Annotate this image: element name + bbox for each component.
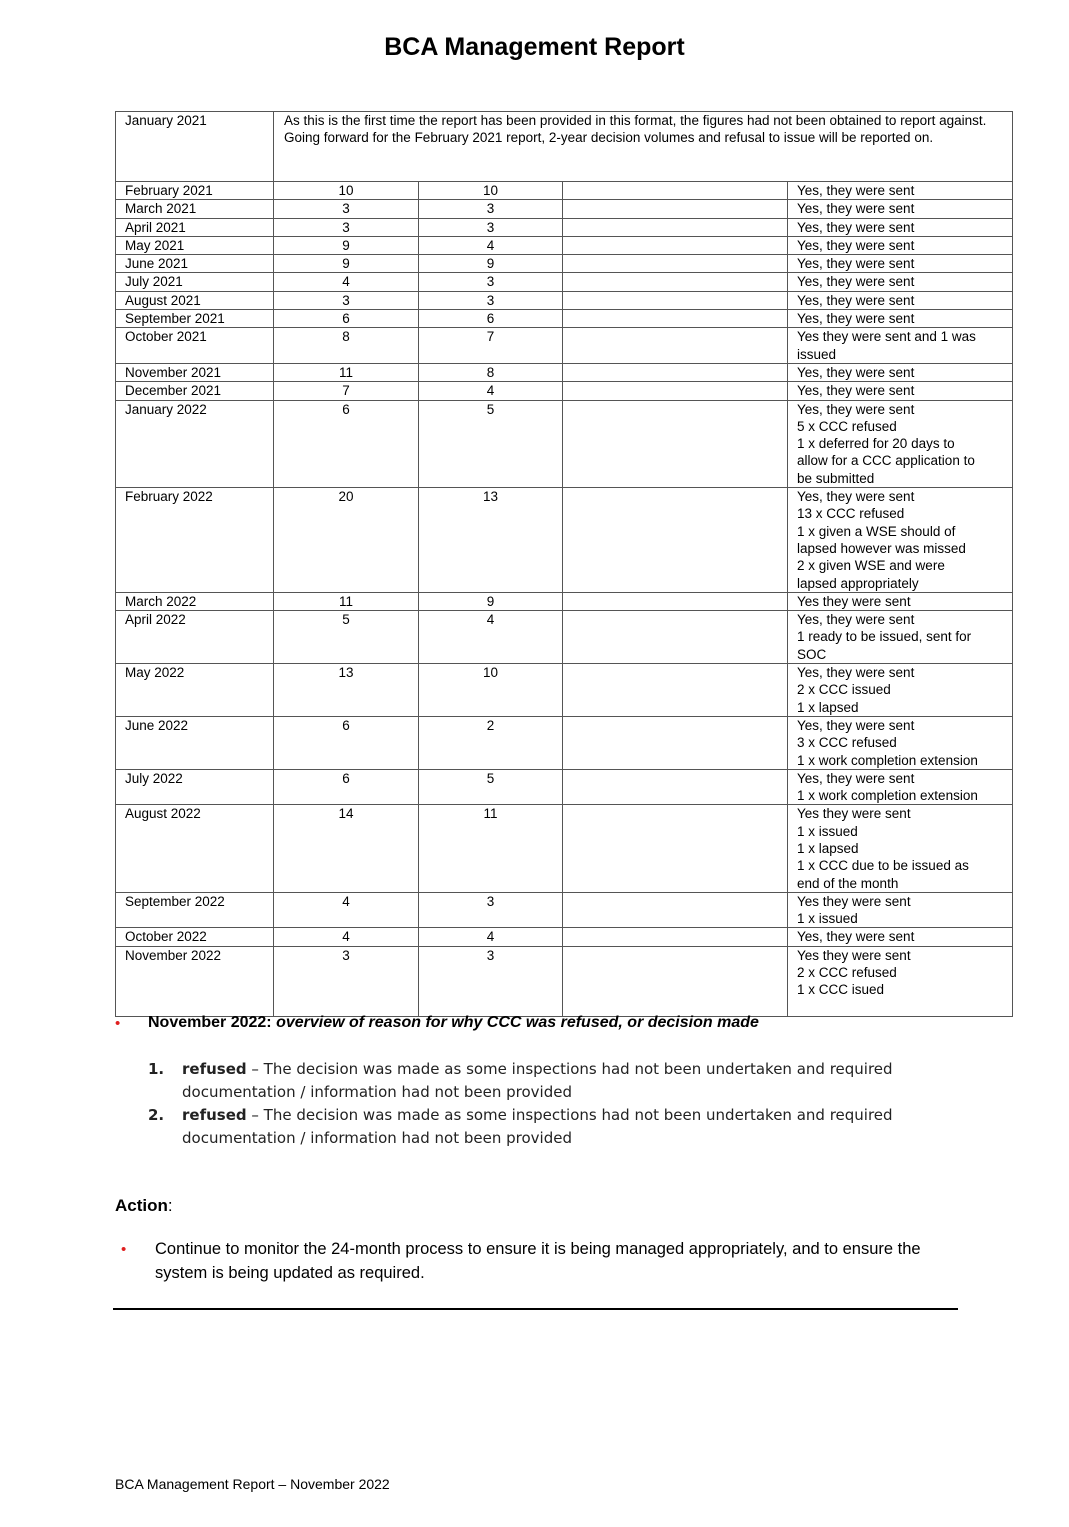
note-line: 1 x given a WSE should of xyxy=(797,523,956,539)
table-row xyxy=(116,236,1013,254)
count-cell: 8 xyxy=(274,328,419,364)
note-line: 1 x CCC isued xyxy=(797,982,885,998)
empty-cell xyxy=(563,218,788,236)
note-line: Yes they were sent xyxy=(797,806,911,822)
table-row xyxy=(116,328,1013,364)
note-line: 1 x deferred for 20 days to xyxy=(797,436,955,452)
table-row xyxy=(116,611,1013,664)
notes-cell xyxy=(788,805,1013,892)
month-cell: July 2021 xyxy=(116,273,274,291)
note-line: Yes, they were sent xyxy=(797,311,915,327)
note-line: be submitted xyxy=(797,470,875,486)
notes-cell xyxy=(788,892,1013,928)
notes-cell xyxy=(788,291,1013,309)
month-cell: July 2022 xyxy=(116,769,274,805)
note-line: Yes, they were sent xyxy=(797,292,915,308)
month-cell: May 2022 xyxy=(116,664,274,717)
count-cell: 11 xyxy=(274,363,419,381)
table-row xyxy=(116,200,1013,218)
notes-cell xyxy=(788,400,1013,487)
table-row xyxy=(116,716,1013,769)
count-cell: 4 xyxy=(419,382,563,400)
note-line: 2 x given WSE and were xyxy=(797,558,945,574)
count-cell: 4 xyxy=(274,928,419,946)
count-cell: 6 xyxy=(274,769,419,805)
month-cell: August 2021 xyxy=(116,291,274,309)
intro-text: As this is the first time the report has been provided in this format, the figures had not been obtained to report against. Going forward for the February 2021 report, 2-year decision volumes and refusal to issue will be reported on. xyxy=(274,112,1013,182)
count-cell: 5 xyxy=(419,400,563,487)
table-row xyxy=(116,382,1013,400)
month-cell: June 2021 xyxy=(116,255,274,273)
note-line: Yes, they were sent xyxy=(797,364,915,380)
list-item xyxy=(148,1058,908,1104)
month-cell: September 2021 xyxy=(116,310,274,328)
action-heading: Action xyxy=(115,1196,168,1215)
empty-cell xyxy=(563,805,788,892)
note-line: 5 x CCC refused xyxy=(797,418,897,434)
note-line: 1 x issued xyxy=(797,911,858,927)
reason-number: 2. xyxy=(148,1106,165,1124)
action-text: Continue to monitor the 24-month process to ensure it is being managed appropriately, and to ensure the system is being updated as required. xyxy=(155,1240,921,1282)
report-table-body xyxy=(116,112,1013,1017)
empty-cell xyxy=(563,488,788,593)
reason-text: – The decision was made as some inspections had not been undertaken and required documentation / information had not been provided xyxy=(182,1106,893,1147)
bullet-icon: • xyxy=(121,1241,127,1258)
table-row xyxy=(116,291,1013,309)
table-row xyxy=(116,892,1013,928)
month-cell: March 2022 xyxy=(116,592,274,610)
empty-cell xyxy=(563,664,788,717)
notes-cell xyxy=(788,592,1013,610)
overview-subheading: overview of reason for why CCC was refused, or decision made xyxy=(276,1014,759,1031)
note-line: Yes, they were sent xyxy=(797,717,915,733)
count-cell: 3 xyxy=(419,273,563,291)
note-line: issued xyxy=(797,346,837,362)
note-line: Yes, they were sent xyxy=(797,489,915,505)
empty-cell xyxy=(563,400,788,487)
note-line: Yes, they were sent xyxy=(797,256,915,272)
action-heading-block xyxy=(115,1196,173,1216)
count-cell: 3 xyxy=(274,200,419,218)
month-cell: June 2022 xyxy=(116,716,274,769)
table-row xyxy=(116,928,1013,946)
count-cell: 4 xyxy=(419,928,563,946)
note-line: Yes they were sent xyxy=(797,893,911,909)
intro-row xyxy=(116,112,1013,182)
empty-cell xyxy=(563,611,788,664)
count-cell: 7 xyxy=(274,382,419,400)
reason-label: refused xyxy=(182,1060,247,1078)
count-cell: 3 xyxy=(419,892,563,928)
month-cell: October 2022 xyxy=(116,928,274,946)
month-cell: November 2022 xyxy=(116,946,274,1016)
month-cell: September 2022 xyxy=(116,892,274,928)
note-line: Yes they were sent xyxy=(797,593,911,609)
count-cell: 9 xyxy=(419,255,563,273)
notes-cell xyxy=(788,236,1013,254)
empty-cell xyxy=(563,363,788,381)
note-line: 3 x CCC refused xyxy=(797,735,897,751)
count-cell: 3 xyxy=(274,291,419,309)
notes-cell xyxy=(788,928,1013,946)
notes-cell xyxy=(788,769,1013,805)
month-cell: February 2021 xyxy=(116,182,274,200)
note-line: 1 x work completion extension xyxy=(797,752,978,768)
note-line: Yes, they were sent xyxy=(797,383,915,399)
page-title: BCA Management Report xyxy=(384,33,685,61)
count-cell: 10 xyxy=(419,664,563,717)
notes-cell xyxy=(788,611,1013,664)
count-cell: 14 xyxy=(274,805,419,892)
month-cell: October 2021 xyxy=(116,328,274,364)
notes-cell xyxy=(788,946,1013,1016)
notes-cell xyxy=(788,664,1013,717)
note-line: Yes they were sent xyxy=(797,947,911,963)
note-line: Yes, they were sent xyxy=(797,770,915,786)
intro-month: January 2021 xyxy=(116,112,274,182)
month-cell: November 2021 xyxy=(116,363,274,381)
empty-cell xyxy=(563,291,788,309)
count-cell: 9 xyxy=(419,592,563,610)
note-line: 1 ready to be issued, sent for xyxy=(797,629,972,645)
count-cell: 9 xyxy=(274,236,419,254)
count-cell: 13 xyxy=(274,664,419,717)
count-cell: 3 xyxy=(274,218,419,236)
table-row xyxy=(116,400,1013,487)
note-line: 1 x work completion extension xyxy=(797,788,978,804)
count-cell: 4 xyxy=(274,892,419,928)
note-line: 1 x issued xyxy=(797,823,858,839)
empty-cell xyxy=(563,310,788,328)
month-cell: April 2022 xyxy=(116,611,274,664)
note-line: Yes, they were sent xyxy=(797,201,915,217)
note-line: lapsed appropriately xyxy=(797,575,919,591)
count-cell: 5 xyxy=(274,611,419,664)
notes-cell xyxy=(788,488,1013,593)
count-cell: 5 xyxy=(419,769,563,805)
notes-cell xyxy=(788,328,1013,364)
count-cell: 6 xyxy=(419,310,563,328)
table-row xyxy=(116,363,1013,381)
note-line: Yes they were sent and 1 was xyxy=(797,329,976,345)
table-row xyxy=(116,310,1013,328)
action-bullet-item xyxy=(115,1237,955,1285)
notes-cell xyxy=(788,363,1013,381)
month-cell: May 2021 xyxy=(116,236,274,254)
note-line: 1 x lapsed xyxy=(797,699,859,715)
report-table xyxy=(115,111,1013,1017)
empty-cell xyxy=(563,182,788,200)
count-cell: 3 xyxy=(274,946,419,1016)
note-line: SOC xyxy=(797,646,827,662)
note-line: Yes, they were sent xyxy=(797,929,915,945)
notes-cell xyxy=(788,310,1013,328)
count-cell: 9 xyxy=(274,255,419,273)
reason-number: 1. xyxy=(148,1060,165,1078)
empty-cell xyxy=(563,892,788,928)
list-item xyxy=(148,1104,908,1150)
note-line: Yes, they were sent xyxy=(797,237,915,253)
count-cell: 4 xyxy=(419,611,563,664)
table-row xyxy=(116,273,1013,291)
count-cell: 2 xyxy=(419,716,563,769)
reason-text: – The decision was made as some inspections had not been undertaken and required documentation / information had not been provided xyxy=(182,1060,893,1101)
empty-cell xyxy=(563,200,788,218)
count-cell: 6 xyxy=(274,310,419,328)
table-row xyxy=(116,946,1013,1016)
month-cell: August 2022 xyxy=(116,805,274,892)
divider xyxy=(113,1308,958,1310)
note-line: Yes, they were sent xyxy=(797,665,915,681)
reasons-list xyxy=(148,1058,908,1150)
count-cell: 7 xyxy=(419,328,563,364)
count-cell: 3 xyxy=(419,291,563,309)
table-row xyxy=(116,769,1013,805)
count-cell: 3 xyxy=(419,946,563,1016)
count-cell: 3 xyxy=(419,218,563,236)
action-colon: : xyxy=(167,1196,173,1215)
note-line: Yes, they were sent xyxy=(797,274,915,290)
note-line: Yes, they were sent xyxy=(797,183,915,198)
note-line: 13 x CCC refused xyxy=(797,506,905,522)
table-row xyxy=(116,488,1013,593)
month-cell: February 2022 xyxy=(116,488,274,593)
note-line: allow for a CCC application to xyxy=(797,453,975,469)
page-footer: BCA Management Report – November 2022 xyxy=(115,1476,390,1492)
month-cell: March 2021 xyxy=(116,200,274,218)
note-line: Yes, they were sent xyxy=(797,612,915,628)
count-cell: 10 xyxy=(274,182,419,200)
note-line: lapsed however was missed xyxy=(797,540,966,556)
empty-cell xyxy=(563,273,788,291)
count-cell: 11 xyxy=(419,805,563,892)
count-cell: 11 xyxy=(274,592,419,610)
notes-cell xyxy=(788,200,1013,218)
table-row xyxy=(116,664,1013,717)
count-cell: 6 xyxy=(274,716,419,769)
note-line: 1 x lapsed xyxy=(797,840,859,856)
table-row xyxy=(116,592,1013,610)
month-cell: December 2021 xyxy=(116,382,274,400)
empty-cell xyxy=(563,328,788,364)
notes-cell xyxy=(788,273,1013,291)
notes-cell xyxy=(788,255,1013,273)
bullet-icon: • xyxy=(115,1015,121,1032)
empty-cell xyxy=(563,382,788,400)
count-cell: 10 xyxy=(419,182,563,200)
empty-cell xyxy=(563,255,788,273)
note-line xyxy=(797,999,1012,1016)
table-row xyxy=(116,218,1013,236)
table-row xyxy=(116,805,1013,892)
table-row xyxy=(116,255,1013,273)
empty-cell xyxy=(563,716,788,769)
note-line: 1 x CCC due to be issued as xyxy=(797,858,969,874)
count-cell: 8 xyxy=(419,363,563,381)
count-cell: 3 xyxy=(419,200,563,218)
count-cell: 4 xyxy=(419,236,563,254)
count-cell: 13 xyxy=(419,488,563,593)
reason-label: refused xyxy=(182,1106,247,1124)
empty-cell xyxy=(563,769,788,805)
table-row xyxy=(116,182,1013,200)
month-cell: April 2021 xyxy=(116,218,274,236)
note-line: Yes, they were sent xyxy=(797,401,915,417)
notes-cell xyxy=(788,716,1013,769)
empty-cell xyxy=(563,946,788,1016)
note-line: 2 x CCC issued xyxy=(797,682,891,698)
note-line: Yes, they were sent xyxy=(797,219,915,235)
count-cell: 20 xyxy=(274,488,419,593)
overview-heading: November 2022: xyxy=(148,1014,272,1031)
count-cell: 4 xyxy=(274,273,419,291)
notes-cell xyxy=(788,382,1013,400)
notes-cell xyxy=(788,182,1013,200)
notes-cell xyxy=(788,218,1013,236)
note-line: end of the month xyxy=(797,875,899,891)
empty-cell xyxy=(563,592,788,610)
empty-cell xyxy=(563,928,788,946)
empty-cell xyxy=(563,236,788,254)
note-line: 2 x CCC refused xyxy=(797,965,897,981)
month-cell: January 2022 xyxy=(116,400,274,487)
count-cell: 6 xyxy=(274,400,419,487)
